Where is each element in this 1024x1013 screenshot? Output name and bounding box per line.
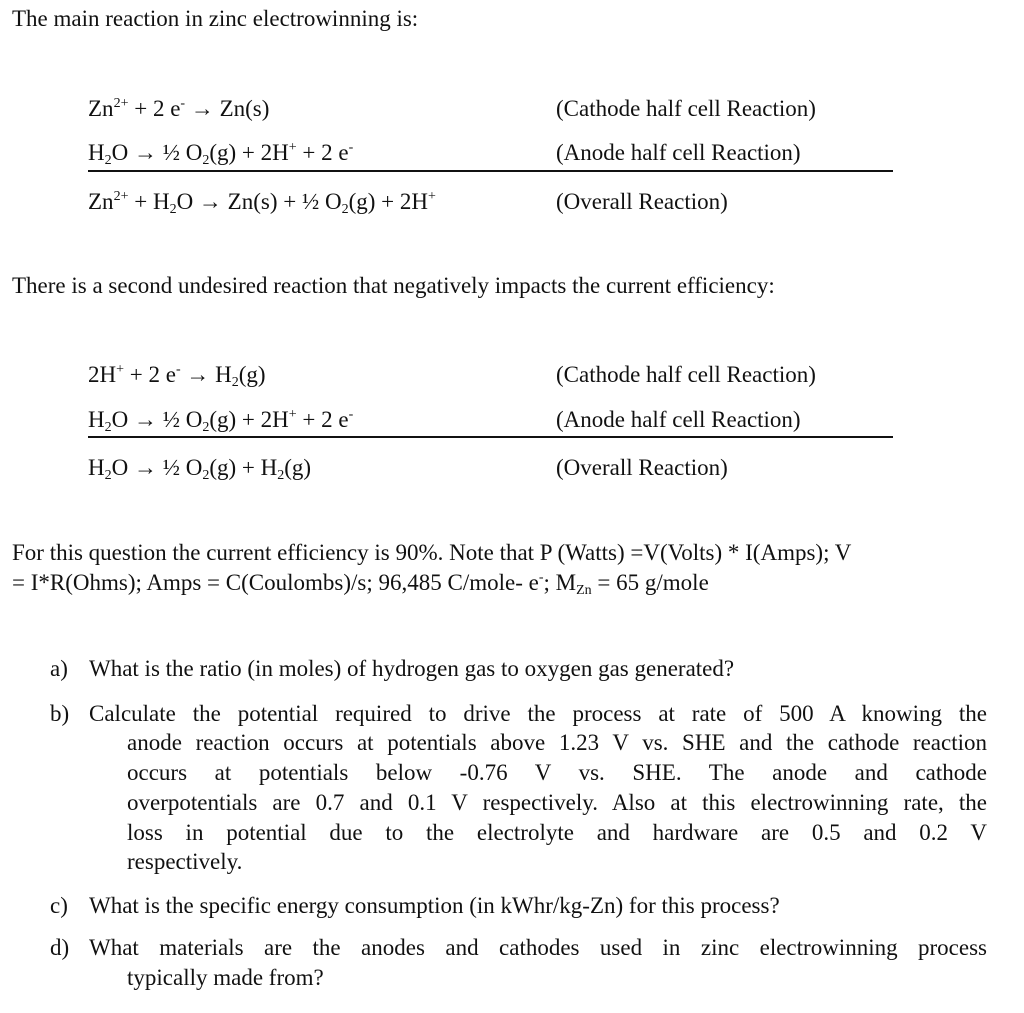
note-sup: - [538, 570, 544, 585]
eq-text: O → ½ O [111, 140, 203, 165]
eq-text: (g) + 2H [209, 407, 289, 432]
eq-text: → Zn(s) [185, 96, 270, 121]
question-b-line-2: anode reaction occurs at potentials above 1.23 V vs. SHE and the cathode reaction [127, 730, 987, 755]
eq-sub: 2 [169, 202, 177, 217]
eq-sup: + [288, 140, 297, 155]
eq-text: + 2 e [128, 96, 181, 121]
eq-sub: 2 [104, 420, 112, 435]
eq-text: + 2 e [124, 362, 176, 387]
side-cathode-equation [88, 362, 266, 388]
eq-text: O → Zn(s) + ½ O [176, 189, 342, 214]
eq-text: O → ½ O [111, 407, 203, 432]
eq-sup: + [116, 362, 125, 377]
main-overall-equation [88, 189, 436, 215]
note-text: = 65 g/mole [591, 570, 709, 595]
side-anode-label: (Anode half cell Reaction) [556, 407, 801, 432]
question-c-label: c) [50, 893, 68, 918]
eq-text: (g) + 2H [348, 189, 428, 214]
eq-text: + 2 e [296, 140, 349, 165]
side-cathode-label: (Cathode half cell Reaction) [556, 362, 816, 387]
eq-text: → H [180, 362, 232, 387]
eq-sub: 2 [202, 153, 210, 168]
side-overall-label: (Overall Reaction) [556, 455, 728, 480]
question-d-line-1: What materials are the anodes and cathodes used in zinc electrowinning process [89, 935, 987, 960]
eq-sup: + [288, 407, 297, 422]
main-anode-label: (Anode half cell Reaction) [556, 140, 801, 165]
main-overall-label: (Overall Reaction) [556, 189, 728, 214]
eq-sub: 2 [104, 468, 112, 483]
main-anode-equation [88, 140, 353, 166]
eq-text: H [88, 455, 105, 480]
main-cathode-equation [88, 96, 269, 122]
eq-text: + H [128, 189, 170, 214]
question-a-text: What is the ratio (in moles) of hydrogen gas to oxygen gas generated? [89, 656, 735, 681]
eq-text: (g) + 2H [209, 140, 289, 165]
eq-text: (g) [284, 455, 312, 480]
side-overall-equation [88, 455, 311, 481]
eq-text: O → ½ O [111, 455, 203, 480]
eq-sub: 2 [341, 202, 349, 217]
eq-sup: + [427, 189, 436, 204]
eq-sub: 2 [231, 375, 239, 390]
eq-sub: 2 [277, 468, 285, 483]
main-cathode-label: (Cathode half cell Reaction) [556, 96, 816, 121]
eq-sup: - [175, 362, 181, 377]
side-anode-equation [88, 407, 353, 433]
eq-text: + 2 e [296, 407, 349, 432]
question-b-line-3: occurs at potentials below -0.76 V vs. SHE. The anode and cathode [127, 760, 987, 785]
question-b-line-1: Calculate the potential required to drive the process at rate of 500 A knowing the [89, 701, 987, 726]
question-b-line-5: loss in potential due to the electrolyte and hardware are 0.5 and 0.2 V [127, 820, 987, 845]
question-b-line-6: respectively. [127, 849, 243, 874]
eq-text: 2H [88, 362, 117, 387]
eq-sup: - [348, 407, 354, 422]
question-b-line-4: overpotentials are 0.7 and 0.1 V respectively. Also at this electrowinning rate, the [127, 790, 987, 815]
eq-text: (g) + H [209, 455, 278, 480]
eq-sub: 2 [202, 468, 210, 483]
question-d-label: d) [50, 935, 70, 960]
question-d-line-2: typically made from? [127, 965, 324, 990]
main-sum-divider [88, 170, 893, 172]
question-c-text: What is the specific energy consumption (in kWhr/kg-Zn) for this process? [89, 893, 780, 918]
note-line-1: For this question the current efficiency is 90%. Note that P (Watts) =V(Volts) * I(Amps); V [12, 540, 852, 565]
eq-text: H [88, 140, 105, 165]
eq-text: H [88, 407, 105, 432]
eq-sup: 2+ [113, 96, 129, 111]
note-text: ; M [543, 570, 577, 595]
eq-sub: 2 [104, 153, 112, 168]
eq-sup: - [348, 140, 354, 155]
note-sub: Zn [576, 583, 592, 598]
eq-text: Zn [88, 189, 114, 214]
second-intro-text: There is a second undesired reaction that negatively impacts the current efficiency: [12, 273, 775, 298]
eq-text: Zn [88, 96, 114, 121]
question-a-label: a) [50, 656, 68, 681]
question-b-label: b) [50, 701, 70, 726]
note-line-2 [12, 570, 709, 596]
note-text: = I*R(Ohms); Amps = C(Coulombs)/s; 96,485 C/mole- e [12, 570, 539, 595]
intro-text: The main reaction in zinc electrowinning is: [12, 6, 419, 31]
eq-sup: 2+ [113, 189, 129, 204]
eq-sub: 2 [202, 420, 210, 435]
eq-text: (g) [238, 362, 266, 387]
side-sum-divider [88, 436, 893, 438]
eq-sup: - [180, 96, 186, 111]
